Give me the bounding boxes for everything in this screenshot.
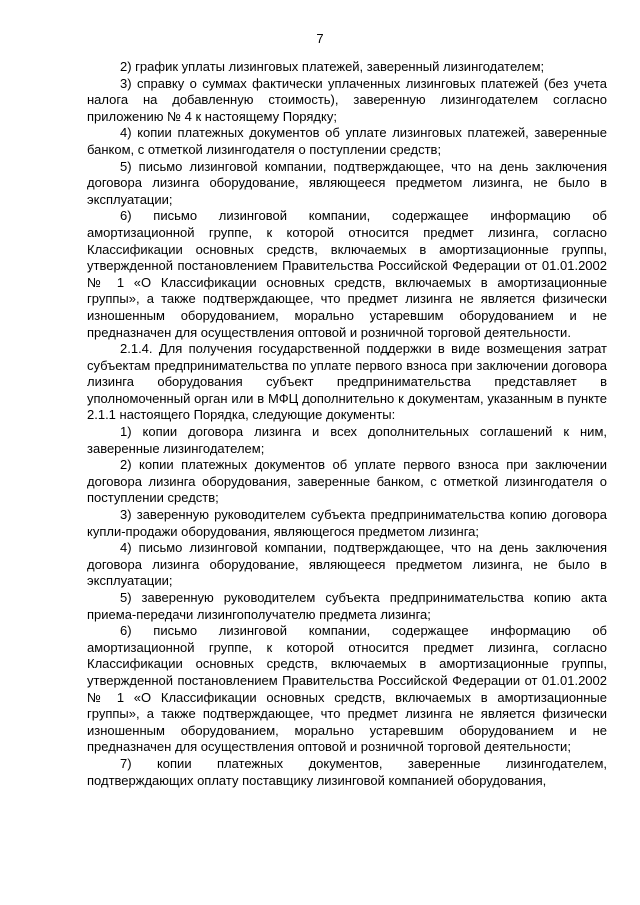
paragraph-item-7-supplier-payment: 7) копии платежных документов, заверенные лизингодателем, подтверждающих оплату поставщику лизинговой компанией оборудования, bbox=[87, 755, 607, 788]
paragraph-item-4-payment-documents: 4) копии платежных документов об уплате лизинговых платежей, заверенные банком, с отметкой лизингодателя о поступлении средств; bbox=[87, 125, 607, 157]
paragraph-item-6-depreciation-letter: 6) письмо лизинговой компании, содержащее информацию об амортизационной группе, к которой относится предмет лизинга, согласно Классификации основных средств, включаемых в амортизационные группы, утвержденной постановлением Правительства Российской Федерации от 01.01.2002 № 1 «О Классификации основных средств, включаемых в амортизационные группы», а также подтверждающее, что предмет лизинга не является физически изношенным оборудованием, морально устаревшим оборудованием и не предназначен для осуществления оптовой и розничной торговой деятельности. bbox=[87, 208, 607, 340]
paragraph-item-5-leasing-letter: 5) письмо лизинговой компании, подтверждающее, что на день заключения договора лизинга оборудование, являющееся предметом лизинга, не было в эксплуатации; bbox=[87, 158, 607, 207]
paragraph-item-4-leasing-letter: 4) письмо лизинговой компании, подтверждающее, что на день заключения договора лизинга оборудование, являющееся предметом лизинга, не было в эксплуатации; bbox=[87, 540, 607, 589]
document-body bbox=[87, 59, 607, 789]
paragraph-item-2-leasing-schedule: 2) график уплаты лизинговых платежей, заверенный лизингодателем; bbox=[120, 59, 545, 74]
paragraph-item-5-acceptance-act: 5) заверенную руководителем субъекта предпринимательства копию акта приема-передачи лизингополучателю предмета лизинга; bbox=[87, 590, 607, 622]
paragraph-item-6-depreciation-letter-2: 6) письмо лизинговой компании, содержащее информацию об амортизационной группе, к которой относится предмет лизинга, согласно Классификации основных средств, включаемых в амортизационные группы, утвержденной постановлением Правительства Российской Федерации от 01.01.2002 № 1 «О Классификации основных средств, включаемых в амортизационные группы», а также подтверждающее, что предмет лизинга не является физически изношенным оборудованием, морально устаревшим оборудованием и не предназначен для осуществления оптовой и розничной торговой деятельности; bbox=[87, 623, 607, 755]
paragraph-item-3-payments-certificate: 3) справку о суммах фактически уплаченных лизинговых платежей (без учета налога на добавленную стоимость), заверенную лизингодателем согласно приложению № 4 к настоящему Порядку; bbox=[87, 75, 607, 124]
paragraph-item-1-leasing-contract: 1) копии договора лизинга и всех дополнительных соглашений к ним, заверенные лизингодателем; bbox=[87, 424, 607, 456]
paragraph-item-3-purchase-contract: 3) заверенную руководителем субъекта предпринимательства копию договора купли-продажи оборудования, являющегося предметом лизинга; bbox=[87, 507, 607, 539]
paragraph-item-2-first-payment: 2) копии платежных документов об уплате первого взноса при заключении договора лизинга оборудования, заверенные банком, с отметкой лизингодателя о поступлении средств; bbox=[87, 457, 607, 506]
page-number: 7 bbox=[316, 31, 324, 46]
paragraph-section-2-1-4: 2.1.4. Для получения государственной поддержки в виде возмещения затрат субъектам предпринимательства по уплате первого взноса при заключении договора лизинга оборудования субъект предпринимательства представляет в уполномоченный орган или в МФЦ дополнительно к документам, указанным в пункте 2.1.1 настоящего Порядка, следующие документы: bbox=[87, 341, 607, 423]
